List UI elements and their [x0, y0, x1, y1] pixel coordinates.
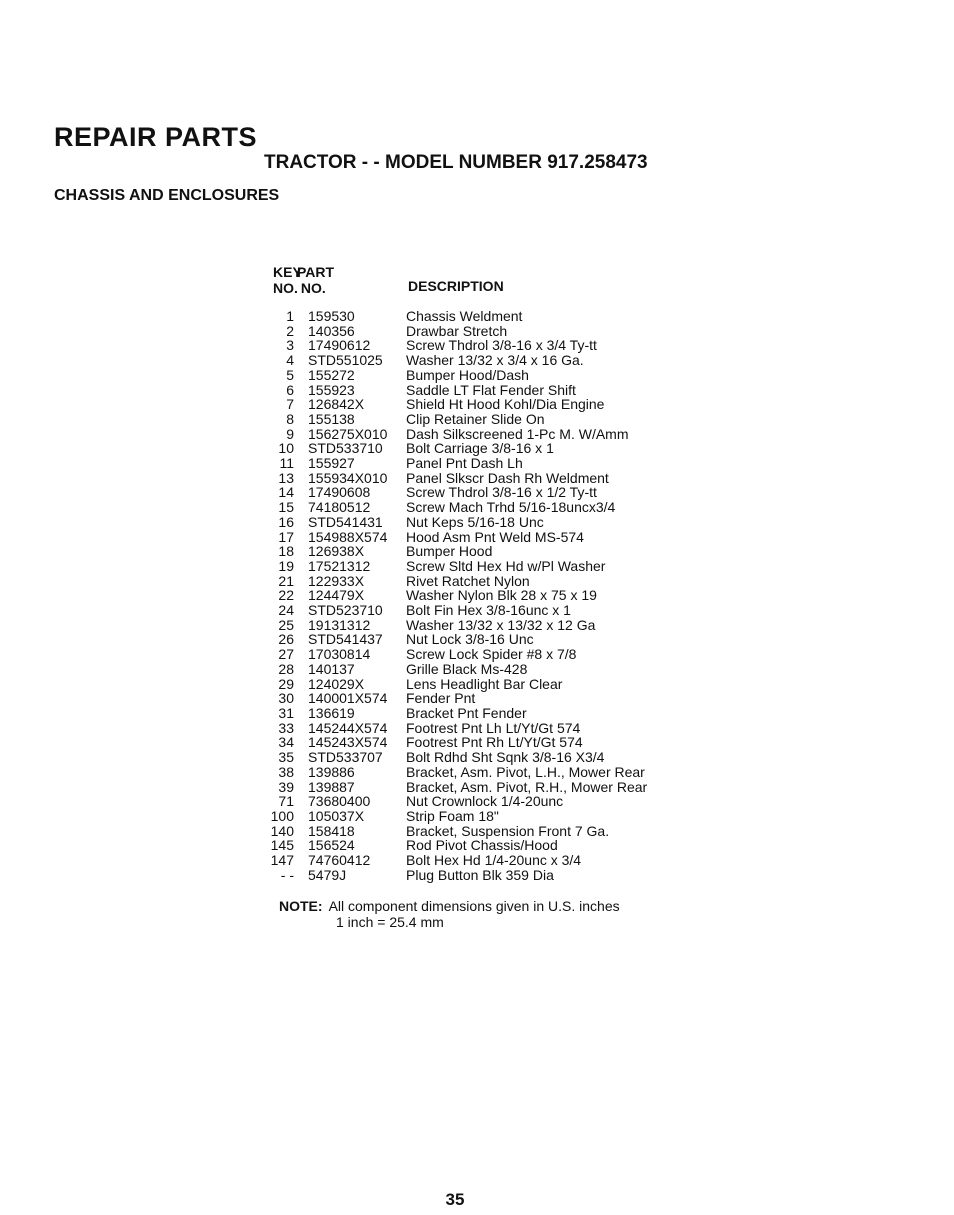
part-no-cell: 159530: [308, 308, 355, 324]
part-no-cell: 156524: [308, 837, 355, 854]
description-cell: Washer 13/32 x 3/4 x 16 Ga.: [406, 352, 584, 369]
part-no-cell: 140137: [308, 660, 355, 677]
table-row: [270, 647, 690, 662]
description-cell: Panel Pnt Dash Lh: [406, 455, 523, 472]
part-no-cell: 19131312: [308, 616, 371, 633]
key-no-cell: 1: [286, 308, 294, 324]
key-no-cell: 27: [278, 646, 294, 663]
key-no-cell: 145: [270, 837, 294, 854]
table-row: [270, 485, 690, 500]
key-no-cell: 10: [278, 440, 294, 457]
description-cell: Footrest Pnt Rh Lt/Yt/Gt 574: [406, 734, 583, 751]
description-cell: Saddle LT Flat Fender Shift: [406, 381, 576, 398]
key-no-cell: 30: [278, 690, 294, 707]
description-cell: Plug Button Blk 359 Dia: [406, 866, 554, 883]
key-no-cell: 35: [278, 749, 294, 766]
description-cell: Bolt Fin Hex 3/8-16unc x 1: [406, 602, 571, 619]
part-no-cell: 17030814: [308, 646, 371, 663]
part-no-cell: 136619: [308, 704, 355, 721]
description-cell: Rivet Ratchet Nylon: [406, 572, 530, 589]
part-no-cell: 74760412: [308, 852, 371, 869]
table-row: [270, 500, 690, 515]
key-no-cell: 24: [278, 602, 294, 619]
description-cell: Screw Sltd Hex Hd w/Pl Washer: [406, 557, 606, 574]
description-cell: Fender Pnt: [406, 690, 476, 707]
table-row: [270, 471, 690, 486]
table-row: [270, 515, 690, 530]
table-row: [270, 824, 690, 839]
key-no-cell: 4: [286, 352, 294, 369]
note: [279, 898, 620, 930]
key-no-cell: 16: [278, 513, 294, 530]
table-row: [270, 618, 690, 633]
key-no-cell: 100: [270, 807, 294, 824]
key-no-cell: 14: [278, 484, 294, 501]
key-no-cell: 147: [270, 852, 294, 869]
section-heading: CHASSIS AND ENCLOSURES: [54, 187, 280, 204]
table-row: [270, 765, 690, 780]
key-no-cell: 38: [278, 763, 294, 780]
part-no-cell: STD541431: [308, 513, 383, 530]
note-line-1: All component dimensions given in U.S. inches: [328, 898, 620, 914]
part-no-cell: 139886: [308, 763, 355, 780]
key-no-cell: 13: [278, 469, 294, 486]
key-no-cell: 3: [286, 337, 294, 354]
table-row: [270, 559, 690, 574]
table-row: [270, 338, 690, 353]
description-cell: Chassis Weldment: [406, 308, 523, 324]
table-row: [270, 383, 690, 398]
description-cell: Washer 13/32 x 13/32 x 12 Ga: [406, 616, 596, 633]
part-no-cell: STD533710: [308, 440, 383, 457]
key-no-cell: 6: [286, 381, 294, 398]
description-cell: Nut Keps 5/16-18 Unc: [406, 513, 544, 530]
part-no-cell: 155927: [308, 455, 355, 472]
part-no-cell: 126842X: [308, 396, 365, 413]
key-no-cell: - -: [280, 866, 294, 883]
table-row: [270, 662, 690, 677]
description-cell: Screw Thdrol 3/8-16 x 3/4 Ty-tt: [406, 337, 597, 354]
note-line-2: 1 inch = 25.4 mm: [336, 914, 444, 930]
description-cell: Panel Slkscr Dash Rh Weldment: [406, 469, 609, 486]
table-row: [270, 412, 690, 427]
table-row: [270, 691, 690, 706]
description-cell: Bolt Carriage 3/8-16 x 1: [406, 440, 554, 457]
description-cell: Nut Lock 3/8-16 Unc: [406, 631, 534, 648]
part-no-cell: STD523710: [308, 602, 383, 619]
key-no-cell: 22: [278, 587, 294, 604]
part-no-cell: 139887: [308, 778, 355, 795]
part-no-cell: 156275X010: [308, 425, 388, 442]
table-row: [270, 603, 690, 618]
part-no-cell: 124479X: [308, 587, 365, 604]
description-cell: Bracket, Suspension Front 7 Ga.: [406, 822, 610, 839]
note-label: NOTE:: [279, 898, 323, 914]
column-header-key-no: KEY NO.: [273, 264, 302, 296]
part-no-cell: 155923: [308, 381, 355, 398]
description-cell: Hood Asm Pnt Weld MS-574: [406, 528, 584, 545]
part-no-cell: 155934X010: [308, 469, 388, 486]
description-cell: Rod Pivot Chassis/Hood: [406, 837, 558, 854]
description-cell: Washer Nylon Blk 28 x 75 x 19: [406, 587, 597, 604]
parts-table: [270, 309, 690, 882]
table-row: [270, 750, 690, 765]
key-no-cell: 11: [279, 455, 294, 472]
table-row: [270, 324, 690, 339]
part-no-cell: 140356: [308, 322, 355, 339]
column-header-part-no: PART NO.: [297, 264, 335, 296]
table-row: [270, 353, 690, 368]
part-no-cell: 154988X574: [308, 528, 388, 545]
part-no-cell: 74180512: [308, 499, 371, 516]
part-no-cell: 105037X: [308, 807, 365, 824]
part-no-cell: 158418: [308, 822, 355, 839]
table-row: [270, 632, 690, 647]
key-no-cell: 5: [286, 366, 294, 383]
table-row: [270, 721, 690, 736]
description-cell: Bolt Hex Hd 1/4-20unc x 3/4: [406, 852, 582, 869]
table-row: [270, 706, 690, 721]
table-row: [270, 427, 690, 442]
table-row: [270, 574, 690, 589]
description-cell: Footrest Pnt Lh Lt/Yt/Gt 574: [406, 719, 581, 736]
table-row: [270, 588, 690, 603]
part-no-cell: 17521312: [308, 557, 371, 574]
description-cell: Bracket, Asm. Pivot, R.H., Mower Rear: [406, 778, 648, 795]
key-no-cell: 19: [278, 557, 294, 574]
key-no-cell: 26: [278, 631, 294, 648]
part-no-cell: STD551025: [308, 352, 383, 369]
description-cell: Bracket Pnt Fender: [406, 704, 527, 721]
page-number: 35: [445, 1190, 465, 1209]
description-cell: Bumper Hood/Dash: [406, 366, 529, 383]
description-cell: Dash Silkscreened 1-Pc M. W/Amm: [406, 425, 629, 442]
key-no-cell: 17: [278, 528, 294, 545]
part-no-cell: 73680400: [308, 793, 371, 810]
parts-table-body: [270, 309, 690, 882]
key-no-cell: 15: [278, 499, 294, 516]
description-cell: Screw Thdrol 3/8-16 x 1/2 Ty-tt: [406, 484, 597, 501]
part-no-cell: 155272: [308, 366, 355, 383]
table-row: [270, 794, 690, 809]
part-no-cell: 140001X574: [308, 690, 388, 707]
part-no-cell: 145243X574: [308, 734, 388, 751]
part-no-cell: 17490608: [308, 484, 371, 501]
description-cell: Drawbar Stretch: [406, 322, 508, 339]
description-cell: Bolt Rdhd Sht Sqnk 3/8-16 X3/4: [406, 749, 605, 766]
key-no-cell: 39: [278, 778, 294, 795]
key-no-cell: 18: [278, 543, 294, 560]
key-no-cell: 140: [270, 822, 294, 839]
description-cell: Clip Retainer Slide On: [406, 410, 545, 427]
key-no-cell: 34: [278, 734, 294, 751]
description-cell: Strip Foam 18": [406, 807, 499, 824]
part-no-cell: 122933X: [308, 572, 365, 589]
table-row: [270, 530, 690, 545]
part-no-cell: 17490612: [308, 337, 371, 354]
key-no-cell: 9: [286, 425, 294, 442]
part-no-cell: 126938X: [308, 543, 365, 560]
key-no-cell: 29: [278, 675, 294, 692]
description-cell: Screw Mach Trhd 5/16-18uncx3/4: [406, 499, 616, 516]
table-row: [270, 544, 690, 559]
table-row: [270, 309, 690, 324]
table-row: [270, 677, 690, 692]
table-row: [270, 368, 690, 383]
description-cell: Lens Headlight Bar Clear: [406, 675, 563, 692]
description-cell: Screw Lock Spider #8 x 7/8: [406, 646, 577, 663]
model-heading: TRACTOR - - MODEL NUMBER 917.258473: [264, 152, 648, 173]
part-no-cell: 5479J: [308, 866, 347, 883]
description-cell: Grille Black Ms-428: [406, 660, 528, 677]
key-no-cell: 71: [278, 793, 294, 810]
table-row: [270, 838, 690, 853]
part-no-cell: 155138: [308, 410, 355, 427]
description-cell: Bumper Hood: [406, 543, 493, 560]
key-no-cell: 8: [286, 410, 294, 427]
key-no-cell: 28: [278, 660, 294, 677]
part-no-cell: STD541437: [308, 631, 383, 648]
key-no-cell: 33: [278, 719, 294, 736]
table-row: [270, 735, 690, 750]
description-cell: Bracket, Asm. Pivot, L.H., Mower Rear: [406, 763, 645, 780]
key-no-cell: 31: [278, 704, 294, 721]
key-no-cell: 2: [286, 322, 294, 339]
table-row: [270, 868, 690, 883]
table-row: [270, 456, 690, 471]
description-cell: Nut Crownlock 1/4-20unc: [406, 793, 564, 810]
page-title: REPAIR PARTS: [54, 122, 258, 152]
column-header-description: DESCRIPTION: [408, 278, 504, 294]
table-row: [270, 853, 690, 868]
table-row: [270, 780, 690, 795]
table-row: [270, 441, 690, 456]
description-cell: Shield Ht Hood Kohl/Dia Engine: [406, 396, 605, 413]
key-no-cell: 25: [278, 616, 294, 633]
part-no-cell: 124029X: [308, 675, 365, 692]
part-no-cell: 145244X574: [308, 719, 388, 736]
table-row: [270, 809, 690, 824]
table-row: [270, 397, 690, 412]
key-no-cell: 7: [286, 396, 294, 413]
part-no-cell: STD533707: [308, 749, 383, 766]
key-no-cell: 21: [278, 572, 294, 589]
